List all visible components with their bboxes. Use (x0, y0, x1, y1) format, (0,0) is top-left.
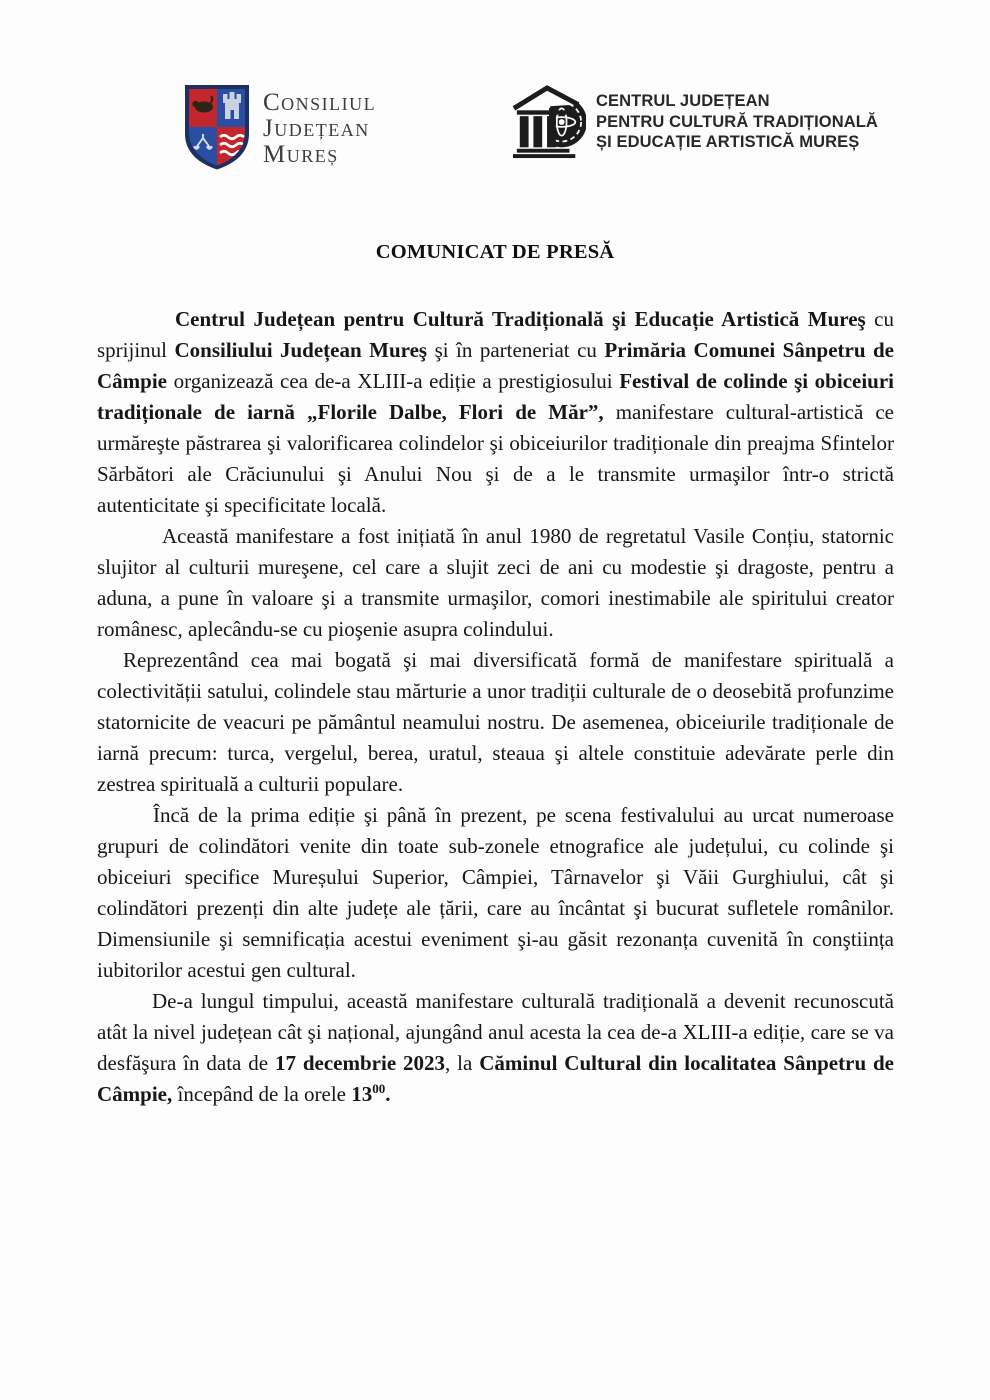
text-run: Festival de colinde şi obiceiuri tradiționale de iarnă „Florile Dalbe, Flori de Măr”, (97, 369, 895, 424)
text-run: 17 decembrie 2023 (274, 1051, 446, 1075)
text-run: 00 (372, 1081, 386, 1096)
text-run: organizează cea de-a XLIII-a ediție a prestigiosului (167, 369, 620, 393)
right-logo-line1: CENTRUL JUDEȚEAN (596, 92, 770, 111)
body-text (97, 304, 894, 1110)
left-logo-line1: Consiliul (263, 89, 377, 116)
text-run: începând de la orele (172, 1082, 352, 1106)
text-run: cu sprijinul (97, 307, 894, 362)
text-run: Reprezentând cea mai bogată şi mai diversificată formă de manifestare spirituală a colectivității satului, colindele stau mărturie a unor tradiții culturale de o deosebită profunzime statornicite de veacuri pe pământul neamului nostru. De asemenea, obiceiurile tradiționale de iarnă precum: turca, vergelul, berea, uratul, steaua şi altele constituie adevărate perle din zestrea spirituală a culturii populare. (97, 648, 894, 796)
text-run: 13 (351, 1082, 373, 1106)
logo-consiliul-judetean (184, 84, 376, 170)
right-logo-wordmark (596, 91, 878, 153)
right-logo-line3: ȘI EDUCAȚIE ARTISTICĂ MUREȘ (596, 133, 860, 152)
paragraph (97, 645, 894, 800)
paragraph (97, 304, 894, 521)
text-run: , la (445, 1051, 480, 1075)
culture-center-building-icon (512, 84, 586, 160)
paragraph (97, 800, 894, 986)
text-run: Primăria Comunei Sânpetru de Câmpie (97, 338, 895, 393)
text-run: Această manifestare a fost inițiată în anul 1980 de regretatul Vasile Conțiu, statornic slujitor al culturii mureşene, cel care a slujit zeci de ani cu modestie şi dragoste, pentru a aduna, a pune în valoare şi a transmite urmaşilor, comori inestimabile ale spiritului creator românesc, aplecându-se cu pioşenie asupra colindului. (97, 524, 894, 641)
mures-county-coat-of-arms-icon (184, 84, 250, 170)
text-run: manifestare cultural-artistică ce urmăreşte păstrarea şi valorificarea colindelor şi obiceiurilor tradiționale din preajma Sfintelor Sărbători ale Crăciunului şi Anului Nou şi de a le transmite urmaşilor într-o strictă autenticitate şi specificitate locală. (97, 400, 894, 517)
left-logo-wordmark (263, 90, 376, 168)
left-logo-line3: Mureș (263, 141, 339, 168)
paragraph (97, 521, 894, 645)
text-run: De-a lungul timpului, această manifestare culturală tradițională a devenit recunoscută atât la nivel județean cât şi național, ajungând anul acesta la cea de-a XLIII-a ediție, care se va desfăşura în data de (97, 989, 894, 1075)
paragraph (97, 986, 894, 1110)
document-title: COMUNICAT DE PRESĂ (375, 241, 615, 263)
text-run: Centrul Județean pentru Cultură Tradițională şi Educație Artistică Mureş (175, 307, 866, 331)
text-run: Căminul Cultural din localitatea Sânpetru de Câmpie, (97, 1051, 895, 1106)
text-run: Încă de la prima ediție şi până în prezent, pe scena festivalului au urcat numeroase grupuri de colindători venite din toate sub-zonele etnografice ale județului, cu colinde şi obiceiuri specifice Mureșului Superior, Câmpiei, Târnavelor şi Văii Gurghiului, cât şi colindători prezenți din alte județe ale țării, care au încântat şi bucurat sufletele românilor. Dimensiunile şi semnificația acestui eveniment şi-au găsit rezonanța cuvenită în conştiința iubitorilor acestui gen cultural. (97, 803, 894, 982)
text-run: şi în parteneriat cu (427, 338, 605, 362)
logo-centrul-cultura (512, 84, 878, 160)
left-logo-line2: Județean (263, 115, 370, 142)
text-run: . (385, 1082, 391, 1106)
right-logo-line2: PENTRU CULTURĂ TRADIȚIONALĂ (596, 112, 878, 131)
text-run: Consiliului Județean Mureş (174, 338, 428, 362)
